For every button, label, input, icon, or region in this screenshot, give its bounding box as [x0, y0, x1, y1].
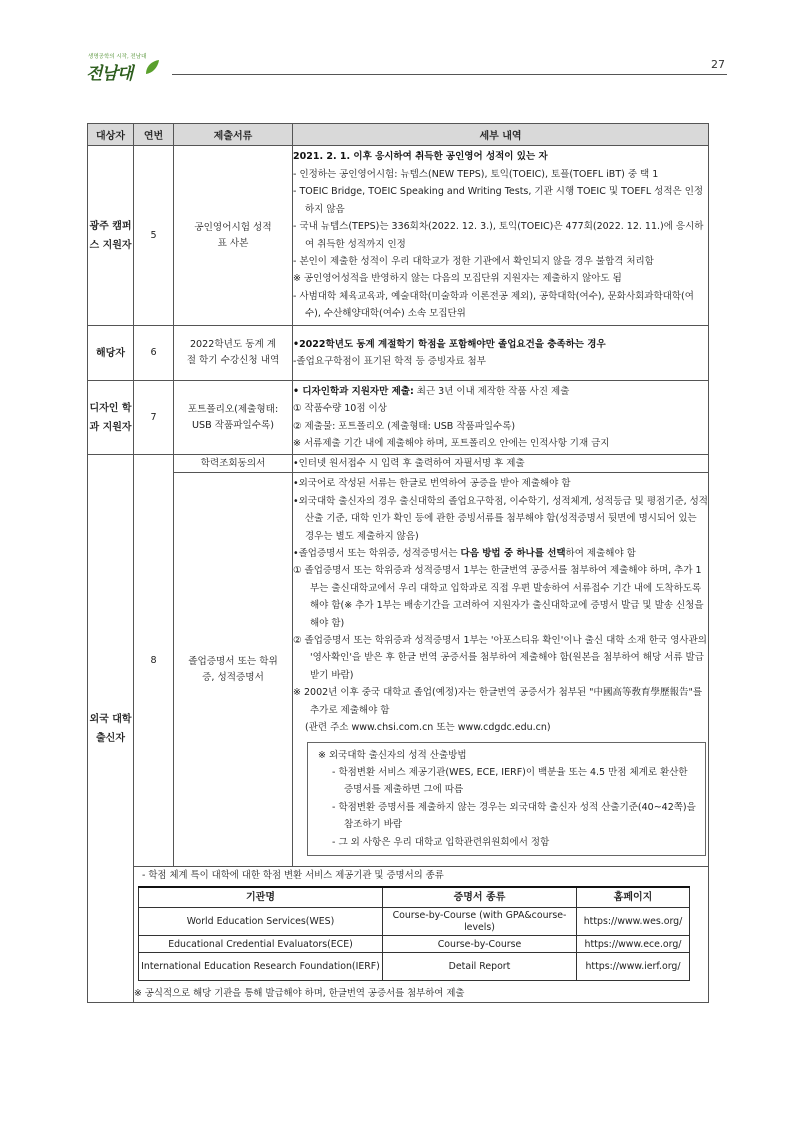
header-number: 연번 — [134, 124, 174, 146]
detail-line: (관련 주소 www.chsi.com.cn 또는 www.cdgdc.edu.cn) — [305, 722, 551, 734]
detail-line: - 본인이 제출한 성적이 우리 대학교가 정한 기관에서 확인되지 않을 경우 불합격 처리함 — [293, 255, 654, 267]
details-cell: •인터넷 원서접수 시 입력 후 출력하여 자필서명 후 제출 — [293, 455, 709, 473]
note-line: - 학점변환 서비스 제공기관(WES, ECE, IERF)이 백분율 또는 4.5 만점 체계로 환산한 증명서를 제출하면 그에 따름 — [332, 766, 688, 796]
service-name: International Education Research Foundation(IERF) — [139, 953, 383, 981]
university-logo — [86, 52, 158, 82]
detail-line: ② 졸업증명서 또는 학위증과 성적증명서 1부는 '아포스티유 확인'이나 출신 대학 소재 한국 영사관의 '영사확인'을 받은 후 한글 번역 공증서를 첨부하여 제출해야 함(원본을 첨부하여 해당 서류 발급받기 바람) — [293, 635, 707, 681]
header-document: 제출서류 — [174, 124, 293, 146]
detail-line: ※ 공인영어성적을 반영하지 않는 다음의 모집단위 지원자는 제출하지 않아도 됨 — [293, 273, 622, 285]
category-cell: 해당자 — [88, 326, 134, 381]
services-header: 기관명 — [139, 887, 383, 908]
detail-line: -졸업요구학점이 표기된 학적 등 증빙자료 첨부 — [293, 356, 486, 367]
table-row — [88, 867, 709, 1003]
table-row — [88, 381, 709, 455]
note-line: - 학점변환 증명서를 제출하지 않는 경우는 외국대학 출신자 성적 산출기준(40~42쪽)을 참조하기 바람 — [332, 801, 696, 831]
detail-line: • 디자인학과 지원자만 제출: 최근 3년 이내 제작한 작품 사진 제출 — [293, 385, 570, 397]
detail-line: •졸업증명서 또는 학위증, 성적증명서는 다음 방법 중 하나를 선택하여 제출해야 함 — [293, 548, 636, 560]
detail-line: ② 제출물: 포트폴리오 (제출형태: USB 작품파일수록) — [293, 420, 516, 432]
document-cell: 공인영어시험 성적표 사본 — [174, 146, 293, 326]
service-cert: Course-by-Course — [383, 936, 577, 953]
document-cell: 포트폴리오(제출형태: USB 작품파일수록) — [174, 381, 293, 455]
services-row — [139, 953, 690, 981]
details-cell — [293, 326, 709, 381]
submission-documents-table — [87, 123, 709, 1003]
table-row — [88, 473, 709, 867]
credential-services-table — [138, 886, 690, 981]
grade-calculation-note — [307, 742, 706, 856]
details-cell — [293, 473, 709, 867]
number-cell: 7 — [134, 381, 174, 455]
services-row — [139, 936, 690, 953]
services-row — [139, 908, 690, 936]
detail-line: ① 작품수량 10점 이상 — [293, 403, 387, 415]
service-name: World Education Services(WES) — [139, 908, 383, 936]
category-cell: 외국 대학 출신자 — [88, 455, 134, 1003]
document-cell: 졸업증명서 또는 학위증, 성적증명서 — [174, 473, 293, 867]
service-url[interactable]: https://www.ierf.org/ — [577, 953, 690, 981]
detail-line: - 사범대학 체육교육과, 예술대학(미술학과 이론전공 제외), 공학대학(여수), 문화사회과학대학(여수), 수산해양대학(여수) 소속 모집단위 — [293, 290, 694, 320]
number-cell: 6 — [134, 326, 174, 381]
table-row — [88, 455, 709, 473]
detail-line: ① 졸업증명서 또는 학위증과 성적증명서 1부는 한글번역 공증서를 첨부하여 제출해야 하며, 추가 1부는 출신대학교에서 우리 대학교 입학과로 직접 우편 발송하여 서류접수 기간 내에 도착하도록 해야 함(※ 추가 1부는 배송기간을 고려하여 지원자가 출신대학교에 증명서 발급 및 발송 신청을 해야 함) — [293, 565, 704, 629]
detail-line: - 인정하는 공인영어시험: 뉴텝스(NEW TEPS), 토익(TOEIC), 토플(TOEFL iBT) 중 택 1 — [293, 168, 659, 180]
services-intro: - 학점 체계 특이 대학에 대한 학점 변환 서비스 제공기관 및 증명서의 종류 — [142, 870, 444, 882]
services-header-row — [139, 887, 690, 908]
service-url[interactable]: https://www.ece.org/ — [577, 936, 690, 953]
table-row — [88, 146, 709, 326]
detail-line: •2022학년도 동계 계절학기 학점을 포함해야만 졸업요건을 충족하는 경우 — [293, 338, 606, 350]
service-cert: Course-by-Course (with GPA&course-levels) — [383, 908, 577, 936]
note-line: - 그 외 사항은 우리 대학교 입학관련위원회에서 정함 — [332, 836, 550, 848]
page-number: 27 — [711, 58, 725, 71]
header-rule — [172, 74, 727, 75]
services-cell — [134, 867, 709, 1003]
detail-line: - TOEIC Bridge, TOEIC Speaking and Writing Tests, 기관 시행 TOEIC 및 TOEFL 성적은 인정하지 않음 — [293, 186, 704, 215]
document-cell: 학력조회동의서 — [174, 455, 293, 473]
header-target: 대상자 — [88, 124, 134, 146]
logo-tagline: 생명공학의 시작, 전남대 — [88, 54, 147, 60]
details-cell — [293, 381, 709, 455]
detail-line: ※ 2002년 이후 중국 대학교 졸업(예정)자는 한글번역 공증서가 첨부된 "中國高等敎育學歷報告"를 추가로 제출해야 함 — [293, 687, 703, 716]
services-header: 홈페이지 — [577, 887, 690, 908]
category-cell: 디자인 학과 지원자 — [88, 381, 134, 455]
table-header-row — [88, 124, 709, 146]
document-cell: 2022학년도 동계 계절 학기 수강신청 내역 — [174, 326, 293, 381]
detail-line: ※ 서류제출 기간 내에 제출해야 하며, 포트폴리오 안에는 인적사항 기재 금지 — [293, 437, 610, 449]
detail-line: - 국내 뉴텝스(TEPS)는 336회차(2022. 12. 3.), 토익(TOEIC)은 477회(2022. 12. 11.)에 응시하여 취득한 성적까지 인정 — [293, 221, 704, 250]
service-name: Educational Credential Evaluators(ECE) — [139, 936, 383, 953]
service-url[interactable]: https://www.wes.org/ — [577, 908, 690, 936]
details-cell — [293, 146, 709, 326]
service-cert: Detail Report — [383, 953, 577, 981]
table-row — [88, 326, 709, 381]
leaf-icon — [144, 58, 160, 76]
services-header: 증명서 종류 — [383, 887, 577, 908]
category-cell: 광주 캠퍼스 지원자 — [88, 146, 134, 326]
detail-line: •외국어로 작성된 서류는 한글로 번역하여 공증을 받아 제출해야 함 — [293, 478, 571, 490]
number-cell: 8 — [134, 455, 174, 867]
detail-line: •외국대학 출신자의 경우 출신대학의 졸업요구학점, 이수학기, 성적체계, 성적등급 및 평점기준, 성적산출 기준, 대학 인가 확인 등에 관한 증빙서류를 첨부해야 함(성적증명서 뒷면에 명시되어 있는 경우는 별도 제출하지 않음) — [293, 495, 708, 542]
services-note: ※ 공식적으로 해당 기관을 통해 발급해야 하며, 한글번역 공증서를 첨부하여 제출 — [134, 988, 465, 1000]
note-line: ※ 외국대학 출신자의 성적 산출방법 — [318, 749, 467, 761]
logo-text: 전남대 — [86, 64, 133, 84]
detail-line: 2021. 2. 1. 이후 응시하여 취득한 공인영어 성적이 있는 자 — [293, 151, 548, 163]
number-cell: 5 — [134, 146, 174, 326]
header-details: 세부 내역 — [293, 124, 709, 146]
